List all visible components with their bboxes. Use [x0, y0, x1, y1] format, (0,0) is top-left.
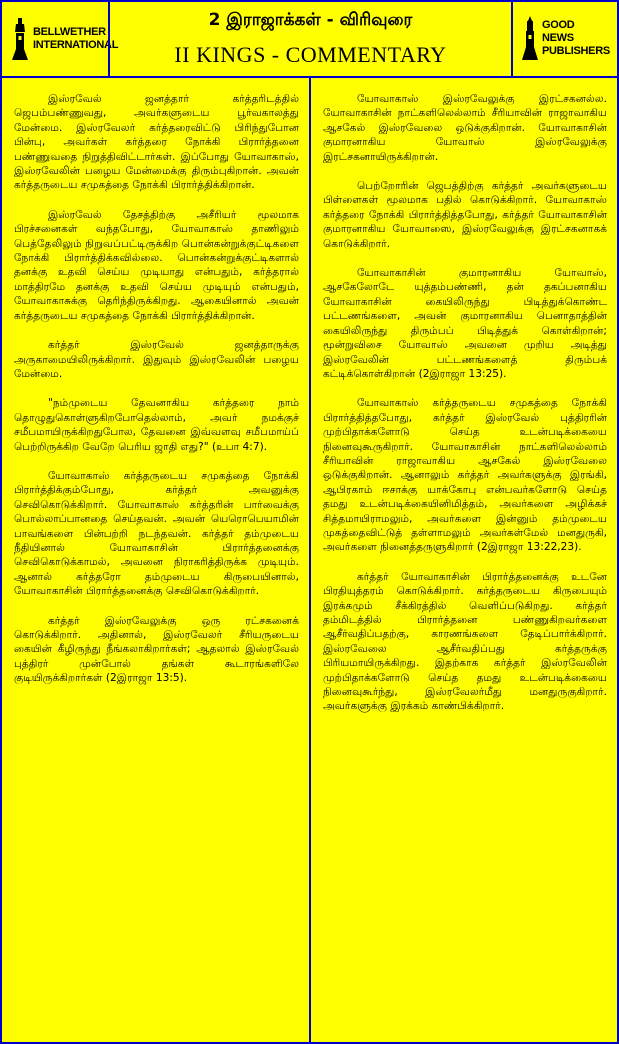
tower-icon	[10, 18, 30, 60]
tower-icon	[521, 16, 539, 60]
good-news-logo-box	[511, 0, 619, 78]
good-news-logo-text: GOOD NEWS PUBLISHERS	[542, 18, 610, 57]
title-box	[108, 0, 513, 78]
good-news-logo	[521, 16, 608, 60]
title-tamil: 2 இராஜாக்கள் - விரிவுரை	[208, 10, 413, 30]
paragraph: யோவாகாசின் குமாரனாகிய யோவாஸ், ஆசகேலோடே யுத்தம்பண்ணி, தன் தகப்பனாகிய யோவாகாசின் கையிலிருந்து பிடித்துக்கொண்ட பட்டணங்களை, அவன் குமாரனாகிய பெனாதாத்தின் கையிலிருந்து திரும்பப் பிடித்துக் கொள்கிறான்; மூன்றுவிசை யோவாஸ் அவனை முறிய அடித்து இஸ்ரவேலின் பட்டணங்களைத் திரும்பக் கட்டிக்கொள்கிறான் (2இராஜா 13:25).	[323, 267, 607, 380]
bellwether-logo-text: BELLWETHER INTERNATIONAL	[33, 26, 119, 51]
title-english: II KINGS - COMMENTARY	[174, 42, 447, 67]
right-column	[309, 76, 619, 1044]
bellwether-logo-box	[0, 0, 119, 78]
paragraph: இஸ்ரவேல் ஜனத்தார் கர்த்தரிடத்தில் ஜெபம்பண்ணுவது, அவர்களுடைய பூர்வகாலத்து மேன்மை. இஸ்ரவேலர் கர்த்தரைவிட்டு பிரிந்துபோன பின்பு, அவர்கள் கர்த்தரை நோக்கி பிரார்த்தனை பண்ணுவதை நிறுத்திவிட்டார்கள். இப்போது யோவாகாஸ், இஸ்ரவேலின் பழைய மேன்மைக்கு திரும்புகிறான். அவன் கர்த்தருடைய சமுகத்தை நோக்கி பிரார்த்திக்கிறான்.	[14, 93, 299, 192]
paragraph: கர்த்தர் யோவாகாசின் பிரார்த்தனைக்கு உடனே பிரதியுத்தரம் கொடுக்கிறார். கர்த்தருடைய கிருபையும் இரக்கமும் சீக்கிரத்தில் வெளிப்படுகிறது. கர்த்தர் தம்மிடத்தில் பிரார்த்தனை பண்ணுகிறவர்களை ஆசீர்வதிப்பதற்கு, காரணங்களை தேடிப்பார்க்கிறார். இஸ்ரவேலை ஆசீர்வதிப்பது கர்த்தருக்கு பிரியமாயிருக்கிறது. இதற்காக கர்த்தர் இஸ்ரவேலின் முற்பிதாக்களோடு செய்த தமது உடன்படிக்கையை நினைவுகூர்ந்து, இஸ்ரவேலர்மீது மனதுருகுகிறார். அவர்களுக்கு இரக்கம் காண்பிக்கிறார்.	[323, 570, 607, 713]
bellwether-logo	[10, 18, 119, 60]
paragraph: இஸ்ரவேல் தேசத்திற்கு அசீரியர் மூலமாக பிரச்சனைகள் வந்தபோது, யோவாகாஸ் தாணிலும் பெத்தேலிலும் நிறுவப்பட்டிருக்கிற பொன்கன்றுக்குட்டிகளை நோக்கி பிரார்த்திக்கவில்லை. பொன்கன்றுக்குட்டிகளால் தனக்கு உதவி செய்ய முடியாது என்பதும், கர்த்தரால் மாத்திரமே தனக்கு உதவி செய்ய முடியும் என்பதும், யோவாகாசுக்கு தெரிந்திருக்கிறது. ஆகையினால் அவன் கர்த்தருடைய சமுகத்தை நோக்கி பிரார்த்திக்கிறான்.	[14, 208, 299, 322]
left-column-text	[14, 92, 299, 701]
paragraph: யோவாகாஸ் இஸ்ரவேலுக்கு இரட்சகனல்ல. யோவாகாசின் நாட்களிலெல்லாம் சீரியாவின் ராஜாவாகிய ஆசகேல் இஸ்ரவேலை ஒடுக்குகிறான். யோவாகாசின் குமாரனாகிய யோவாஸ் இஸ்ரவேலுக்கு இரட்சகனாயிருக்கிறான்.	[323, 93, 607, 163]
paragraph: யோவாகாஸ் கர்த்தருடைய சமுகத்தை நோக்கி பிரார்த்திக்கும்போது, கர்த்தர் அவனுக்கு செவிகொடுக்கிறார். யோவாகாஸ் கர்த்தரின் பார்வைக்கு பொல்லாப்பானதை செய்தவன். அவன் யெரொபெயாமின் பாவங்களை பின்பற்றி நடந்தவன். கர்த்தர் தம்முடைய நீதியினால் யோவாகாசின் பிரார்த்தனைக்கு செவிகொடுக்காமல், அவனை நிராகரித்திருக்க முடியும். ஆனால் கர்த்தரோ தம்முடைய கிருபையினால், யோவாகாசின் பிரார்த்தனைக்கு செவிகொடுக்கிறார்.	[14, 469, 299, 598]
paragraph: கர்த்தர் இஸ்ரவேலுக்கு ஒரு ரட்சகனைக் கொடுக்கிறார். அதினால், இஸ்ரவேலர் சீரியருடைய கையின் கீழிருந்து நீங்கலாகிறார்கள்; ஆதலால் இஸ்ரவேல் புத்திரர் முன்போல் தங்கள் கூடாரங்களிலே குடியிருக்கிறார்கள் (2இராஜா 13:5).	[14, 614, 299, 685]
right-column-text	[323, 92, 607, 729]
paragraph: யோவாகாஸ் கர்த்தருடைய சமுகத்தை நோக்கி பிரார்த்தித்தபோது, கர்த்தர் இஸ்ரவேல் புத்திரரின் முற்பிதாக்களோடு செய்த உடன்படிக்கையை நினைவுகூருகிறார். யோவாகாசின் நாட்களிலெல்லாம் சீரியாவின் ராஜாவாகிய ஆசகேல் இஸ்ரவேலை ஒடுக்குகிறான். ஆனாலும் கர்த்தர் அவர்களுக்கு இரங்கி, ஆபிரகாம் ஈசாக்கு யாக்கோபு என்பவர்களோடு செய்த தமது உடன்படிக்கையினிமித்தம், அவர்களை அழிக்கச் சித்தமாயிராமலும், அவர்களை இன்னும் தம்முடைய முகத்தைவிட்டுத் தள்ளாமலும் அவர்கள்மேல் மனதுருகி, அவர்களை நினைத்தருளுகிறார் (2இராஜா 13:22,23).	[323, 397, 607, 554]
quote-paragraph: "நம்முடைய தேவனாகிய கர்த்தரை நாம் தொழுதுகொள்ளுகிறபோதெல்லாம், அவர் நமக்குச் சமீபமாயிருக்கிறதுபோல, தேவனை இவ்வளவு சமீபமாய்ப் பெற்றிருக்கிற வேறே பெரிய ஜாதி எது?" (உபா 4:7).	[14, 397, 299, 453]
left-column	[0, 76, 311, 1044]
paragraph: கர்த்தர் இஸ்ரவேல் ஜனத்தாருக்கு அருகாமையிலிருக்கிறார். இதுவும் இஸ்ரவேலின் பழைய மேன்மை.	[14, 339, 299, 380]
paragraph: பெற்றோரின் ஜெபத்திற்கு கர்த்தர் அவர்களுடைய பிள்ளைகள் மூலமாக பதில் கொடுக்கிறார். யோவாகாஸ் கர்த்தரை நோக்கி பிரார்த்தித்தபோது, கர்த்தர் யோவாகாசின் குமாரனாகிய யோவாஸை, இஸ்ரவேலுக்கு இரட்சகனாகக் கொடுக்கிறார்.	[323, 180, 607, 250]
